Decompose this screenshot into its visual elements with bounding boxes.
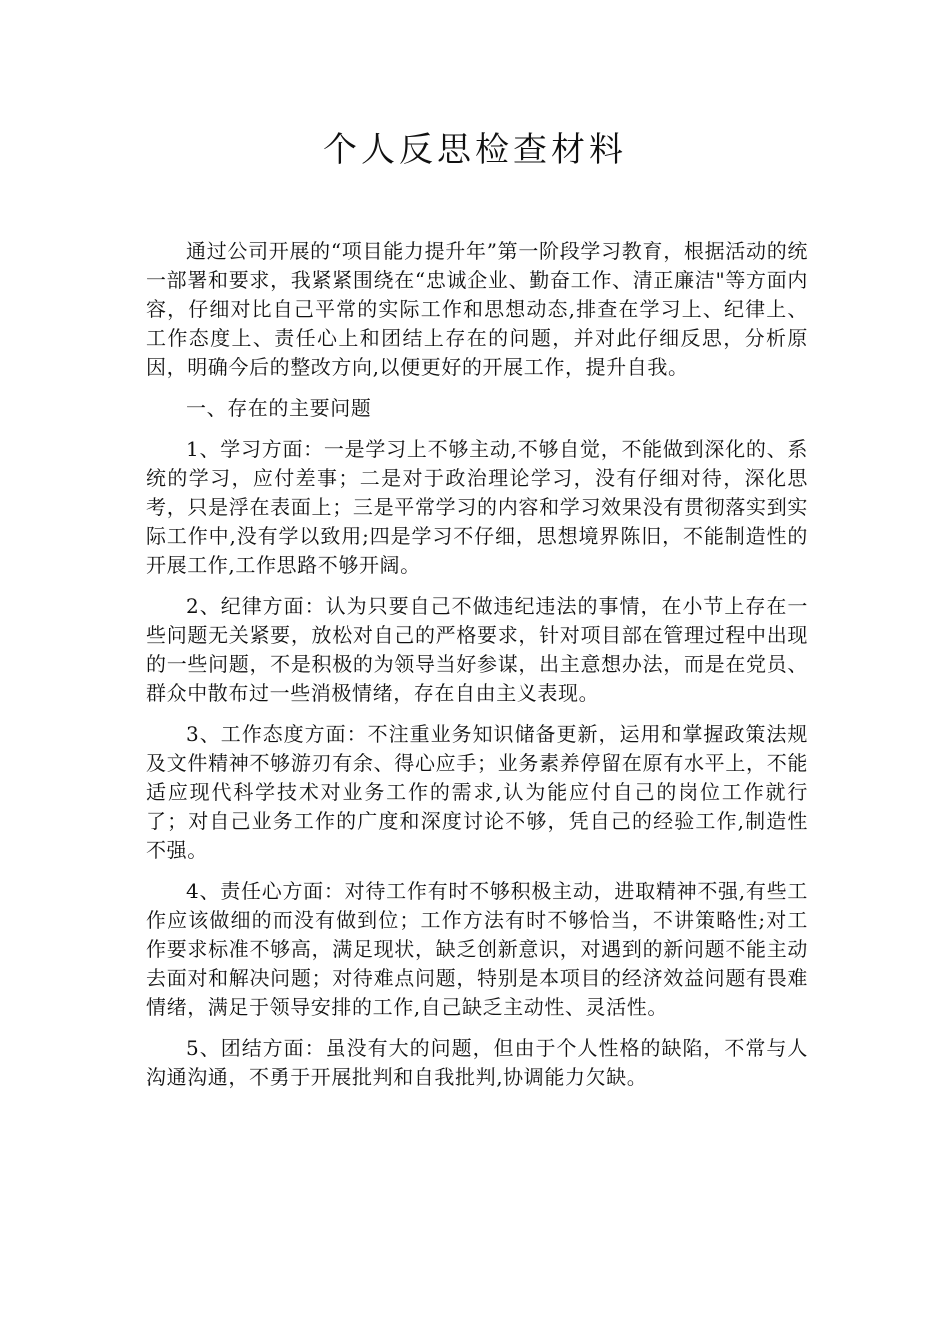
intro-paragraph: 通过公司开展的“项目能力提升年”第一阶段学习教育，根据活动的统一部署和要求，我紧紧围绕在“忠诚企业、勤奋工作、清正廉洁"等方面内容，仔细对比自己平常的实际工作和思想动态,排查在学习上、纪律上、工作态度上、责任心上和团结上存在的问题，并对此仔细反思，分析原因，明确今后的整改方向,以便更好的开展工作，提升自我。 — [146, 239, 808, 379]
document-body — [146, 237, 808, 1104]
item-work-attitude: 3、工作态度方面：不注重业务知识储备更新，运用和掌握政策法规及文件精神不够游刃有余、得心应手；业务素养停留在原有水平上，不能适应现代科学技术对业务工作的需求,认为能应付自己的岗位工作就行了；对自己业务工作的广度和深度讨论不够，凭自己的经验工作,制造性不强。 — [146, 722, 808, 862]
item-unity: 5、团结方面：虽没有大的问题，但由于个人性格的缺陷，不常与人沟通沟通，不勇于开展批判和自我批判,协调能力欠缺。 — [146, 1036, 808, 1089]
item-study: 1、学习方面：一是学习上不够主动,不够自觉，不能做到深化的、系统的学习，应付差事；二是对于政治理论学习，没有仔细对待，深化思考，只是浮在表面上；三是平常学习的内容和学习效果没有贯彻落实到实际工作中,没有学以致用;四是学习不仔细，思想境界陈旧，不能制造性的开展工作,工作思路不够开阔。 — [146, 437, 808, 577]
section-heading-main-problems: 一、存在的主要问题 — [186, 396, 372, 420]
document-title: 个人反思检查材料 — [323, 130, 627, 170]
item-discipline: 2、纪律方面：认为只要自己不做违纪违法的事情，在小节上存在一些问题无关紧要，放松对自己的严格要求，针对项目部在管理过程中出现的一些问题，不是积极的为领导当好参谋，出主意想办法，而是在党员、群众中散布过一些消极情绪，存在自由主义表现。 — [146, 594, 808, 705]
item-responsibility: 4、责任心方面：对待工作有时不够积极主动，进取精神不强,有些工作应该做细的而没有做到位；工作方法有时不够恰当，不讲策略性;对工作要求标准不够高，满足现状，缺乏创新意识，对遇到的新问题不能主动去面对和解决问题；对待难点问题，特别是本项目的经济效益问题有畏难情绪，满足于领导安排的工作,自己缺乏主动性、灵活性。 — [146, 879, 808, 1019]
